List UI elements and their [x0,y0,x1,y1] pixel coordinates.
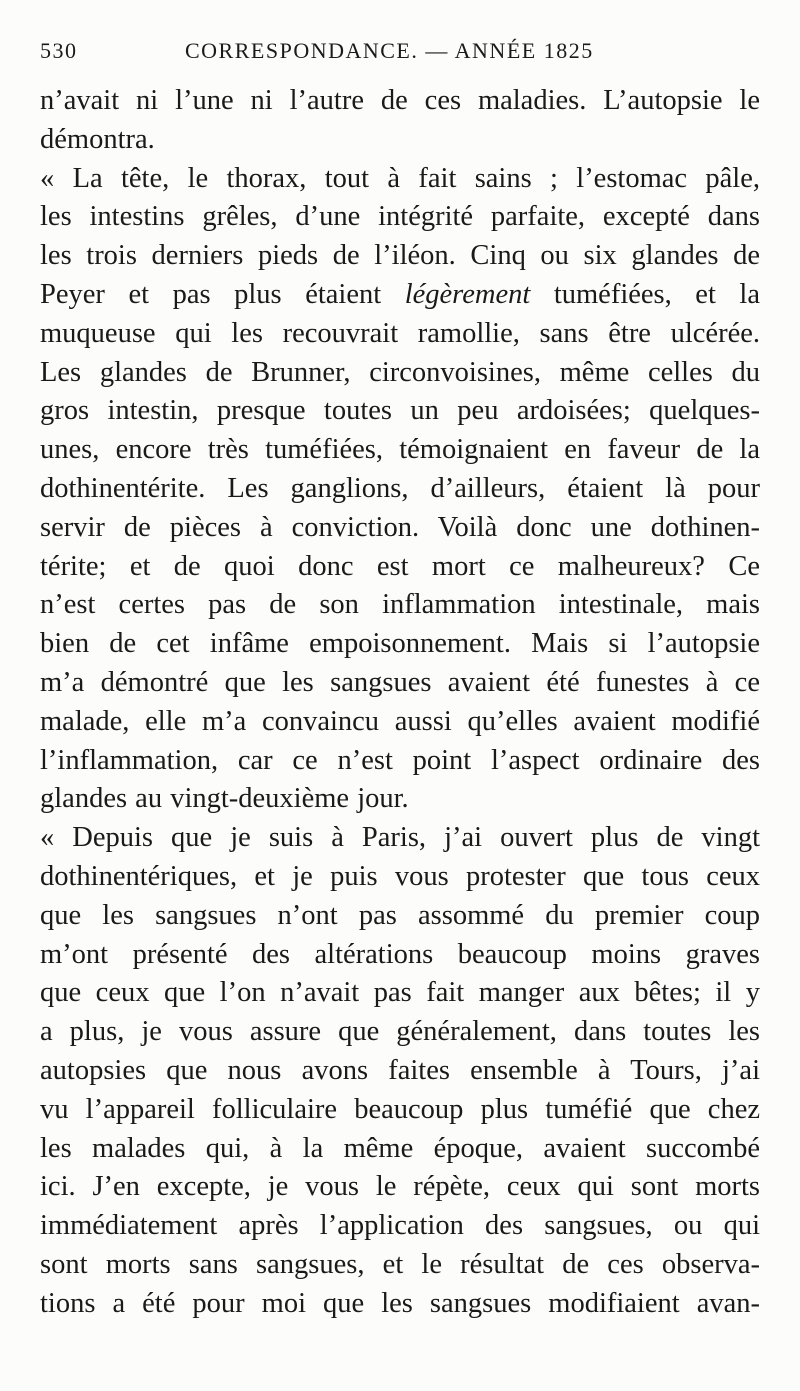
text-line: que les sangsues n’ont pas assommé du premier coup [40,899,760,931]
text-line: immédiatement après l’application des sangsues, ou qui [40,1210,760,1242]
text-line: m’ont présenté des altérations beaucoup moins graves [40,938,760,970]
text-line: autopsies que nous avons faites ensemble à Tours, j’ai [40,1054,760,1086]
text-line: les malades qui, à la même époque, avaient succombé [40,1132,760,1164]
text-line: bien de cet infâme empoisonnement. Mais si l’autopsie [40,628,760,660]
text-line: sont morts sans sangsues, et le résultat de ces observa- [40,1248,760,1280]
text-line: démontra. [40,123,155,155]
text-line: térite; et de quoi donc est mort ce malheureux? Ce [40,550,760,582]
page-header [40,30,760,66]
text-line: ici. J’en excepte, je vous le répète, ceux qui sont morts [40,1171,760,1203]
text-line: « La tête, le thorax, tout à fait sains ; l’estomac pâle, [40,162,760,194]
text-line: vu l’appareil folliculaire beaucoup plus tuméfié que chez [40,1093,760,1125]
text-line: tions a été pour moi que les sangsues modifiaient avan- [40,1287,760,1319]
italic-word: légèrement [404,278,531,310]
text-line: l’inflammation, car ce n’est point l’aspect ordinaire des [40,744,760,776]
text-line: n’est certes pas de son inflammation intestinale, mais [40,589,760,621]
text-line: « Depuis que je suis à Paris, j’ai ouvert plus de vingt [40,822,760,854]
text-line: les trois derniers pieds de l’iléon. Cinq ou six glandes de [40,240,760,272]
page-number: 530 [40,38,78,63]
text-line: que ceux que l’on n’avait pas fait manger aux bêtes; il y [40,977,760,1009]
text-line: dothinentérite. Les ganglions, d’ailleurs, étaient là pour [40,472,760,504]
text-line: a plus, je vous assure que généralement, dans toutes les [40,1016,760,1048]
text-line: muqueuse qui les recouvrait ramollie, sans être ulcérée. [40,317,760,349]
text-line: Les glandes de Brunner, circonvoisines, même celles du [40,356,760,388]
text-line: malade, elle m’a convaincu aussi qu’elles avaient modifié [40,705,760,737]
body-text [40,82,760,1324]
text-line: n’avait ni l’une ni l’autre de ces maladies. L’autopsie le [40,85,760,116]
text-line [40,276,760,315]
text-line: unes, encore très tuméfiées, témoignaient en faveur de la [40,434,760,466]
text-line: glandes au vingt-deuxième jour. [40,783,409,815]
text-fragment: tuméfiées, et la [530,278,761,310]
text-line: les intestins grêles, d’une intégrité parfaite, excepté dans [40,201,760,233]
text-line: gros intestin, presque toutes un peu ardoisées; quelques- [40,395,760,427]
text-line: servir de pièces à conviction. Voilà donc une dothinen- [40,511,760,543]
text-line: dothinentériques, et je puis vous protester que tous ceux [40,860,760,892]
text-line: m’a démontré que les sangsues avaient été funestes à ce [40,666,760,698]
text-fragment: Peyer et pas plus étaient [40,278,405,310]
running-head: CORRESPONDANCE. — ANNÉE 1825 [185,38,594,63]
